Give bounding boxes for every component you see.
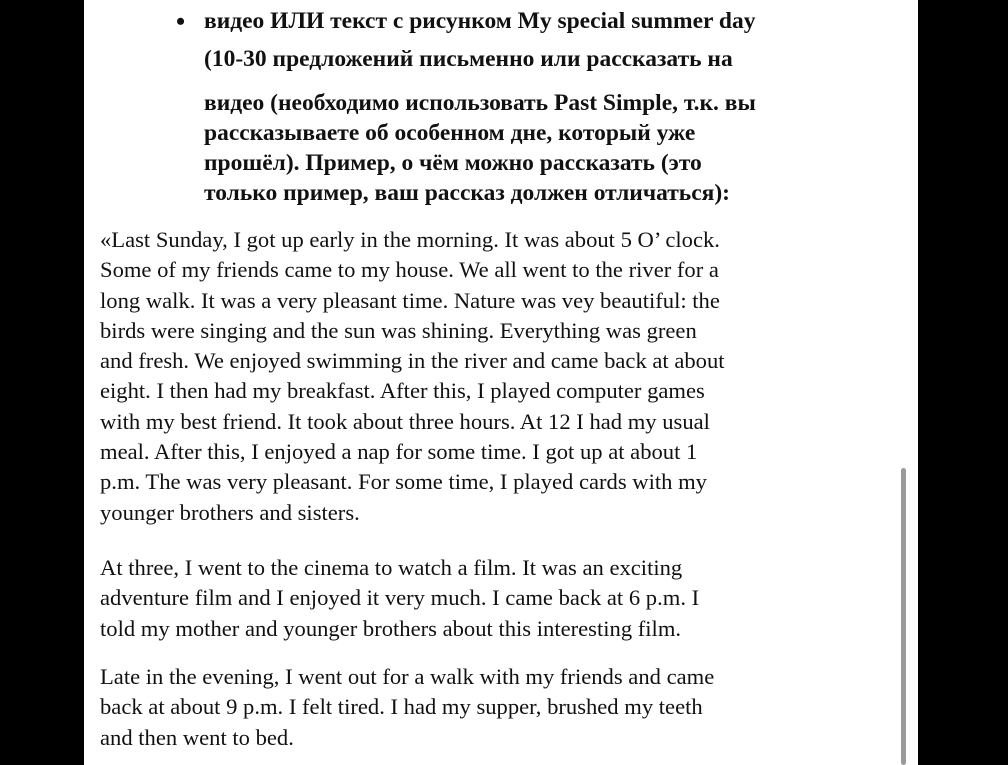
assignment-line: видео (необходимо использовать Past Simple, т.к. вы [204,90,756,116]
story-line: Late in the evening, I went out for a walk with my friends and came [100,664,715,689]
document-page [84,0,918,765]
story-line: meal. After this, I enjoyed a nap for some time. I got up at about 1 [100,439,698,465]
story-line: Some of my friends came to my house. We all went to the river for a [100,257,719,283]
story-line: long walk. It was a very pleasant time. Nature was vey beautiful: the [100,287,720,313]
bullet-marker: • [176,7,186,36]
story-line: back at about 9 p.m. I felt tired. I had my supper, brushed my teeth [100,694,703,720]
story-line: adventure film and I enjoyed it very much. I came back at 6 p.m. I [100,585,700,611]
assignment-line: прошёл). Пример, о чём можно рассказать (это [204,150,702,176]
story-paragraph-1 [100,225,910,528]
story-line: younger brothers and sisters. [100,499,360,525]
story-line: birds were singing and the sun was shining. Everything was green [100,317,697,343]
story-paragraph-2 [100,553,910,644]
story-line: and then went to bed. [100,724,294,750]
assignment-line: только пример, ваш рассказ должен отличаться): [204,180,731,206]
assignment-line: видео ИЛИ текст с рисунком My special summer day [204,8,756,34]
story-line: eight. I then had my breakfast. After this, I played computer games [100,378,705,404]
story-paragraph-3 [100,662,910,753]
assignment-line: рассказываете об особенном дне, который уже [204,120,696,146]
story-line: told my mother and younger brothers about this interesting film. [100,615,682,641]
assignment-line: (10-30 предложений письменно или рассказать на [204,46,733,72]
story-line: p.m. The was very pleasant. For some time, I played cards with my [100,469,707,495]
scrollbar-thumb[interactable] [901,468,906,765]
story-line: with my best friend. It took about three hours. At 12 I had my usual [100,408,710,434]
story-line: «Last Sunday, I got up early in the morning. It was about 5 O’ clock. [100,227,720,252]
story-line: At three, I went to the cinema to watch a film. It was an exciting [100,555,683,580]
story-line: and fresh. We enjoyed swimming in the river and came back at about [100,348,725,374]
